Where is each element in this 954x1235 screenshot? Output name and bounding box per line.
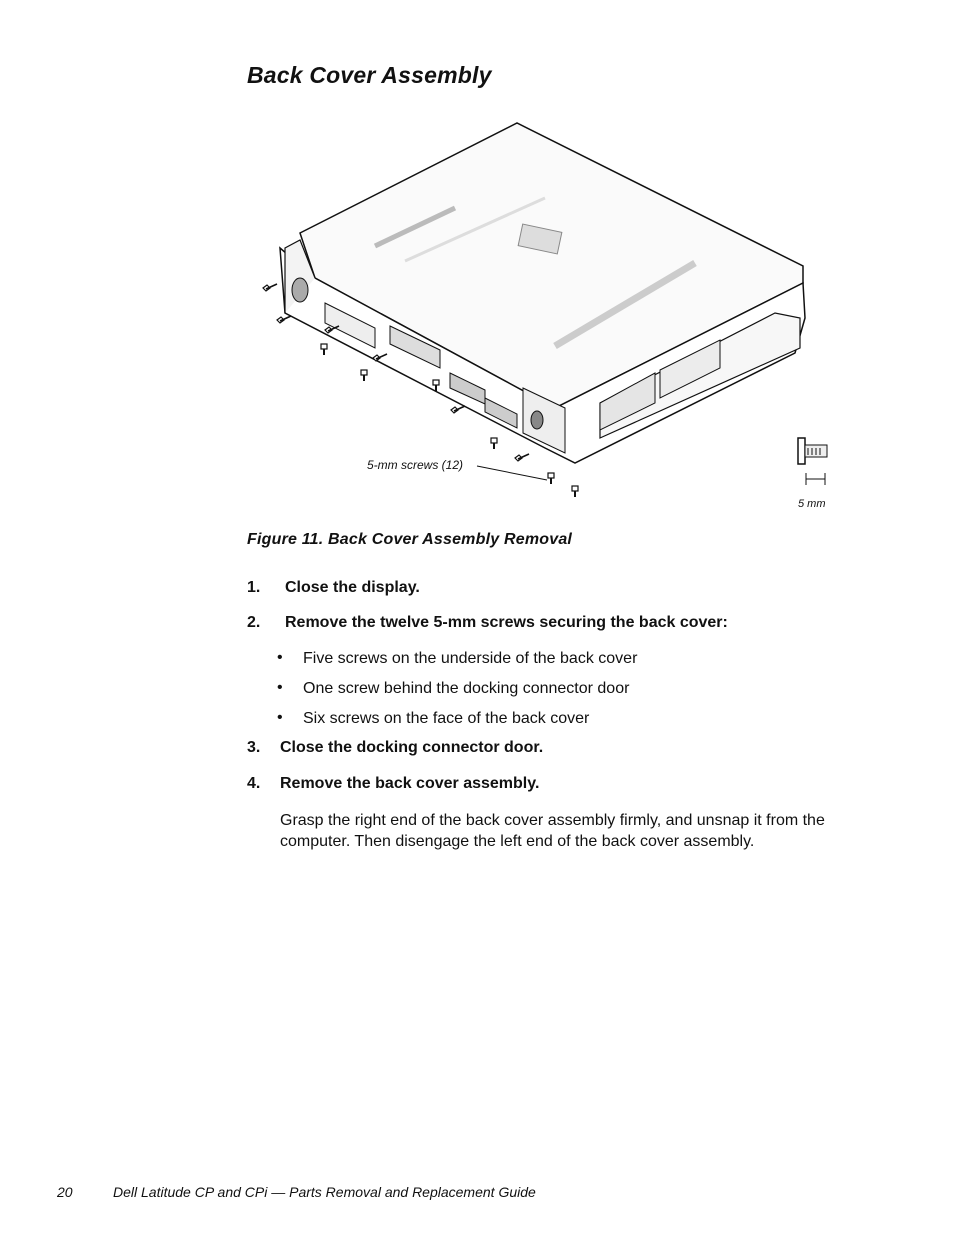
page-number: 20 — [57, 1184, 73, 1200]
step-number: 4. — [247, 775, 261, 792]
step-text: Close the display. — [285, 579, 420, 596]
bullet-symbol: • — [277, 679, 283, 696]
bullet-text: Six screws on the face of the back cover — [303, 710, 590, 727]
figure-caption: Figure 11. Back Cover Assembly Removal — [247, 531, 573, 548]
figure-back-cover-assembly — [255, 118, 855, 518]
laptop-illustration — [255, 118, 855, 518]
step-number: 1. — [247, 579, 261, 596]
bullet-symbol: • — [277, 709, 283, 726]
bullet-text: Five screws on the underside of the back cover — [303, 650, 638, 667]
step-text: Remove the back cover assembly. — [280, 775, 540, 792]
step-number: 3. — [247, 739, 261, 756]
scale-label: 5 mm — [798, 498, 826, 510]
section-title: Back Cover Assembly — [247, 62, 492, 88]
step-text: Remove the twelve 5-mm screws securing the back cover: — [285, 614, 728, 631]
bullet-symbol: • — [277, 649, 283, 666]
screw-size-icon — [798, 438, 827, 485]
callout-screws: 5-mm screws (12) — [367, 458, 464, 472]
document-title: Dell Latitude CP and CPi — Parts Removal and Replacement Guide — [113, 1184, 536, 1200]
step-text: Close the docking connector door. — [280, 739, 544, 756]
step-number: 2. — [247, 614, 261, 631]
bullet-text: One screw behind the docking connector door — [303, 680, 630, 697]
instruction-paragraph: Grasp the right end of the back cover assembly firmly, and unsnap it from the computer. Then disengage the left end of the back cover assembly. — [280, 812, 825, 850]
